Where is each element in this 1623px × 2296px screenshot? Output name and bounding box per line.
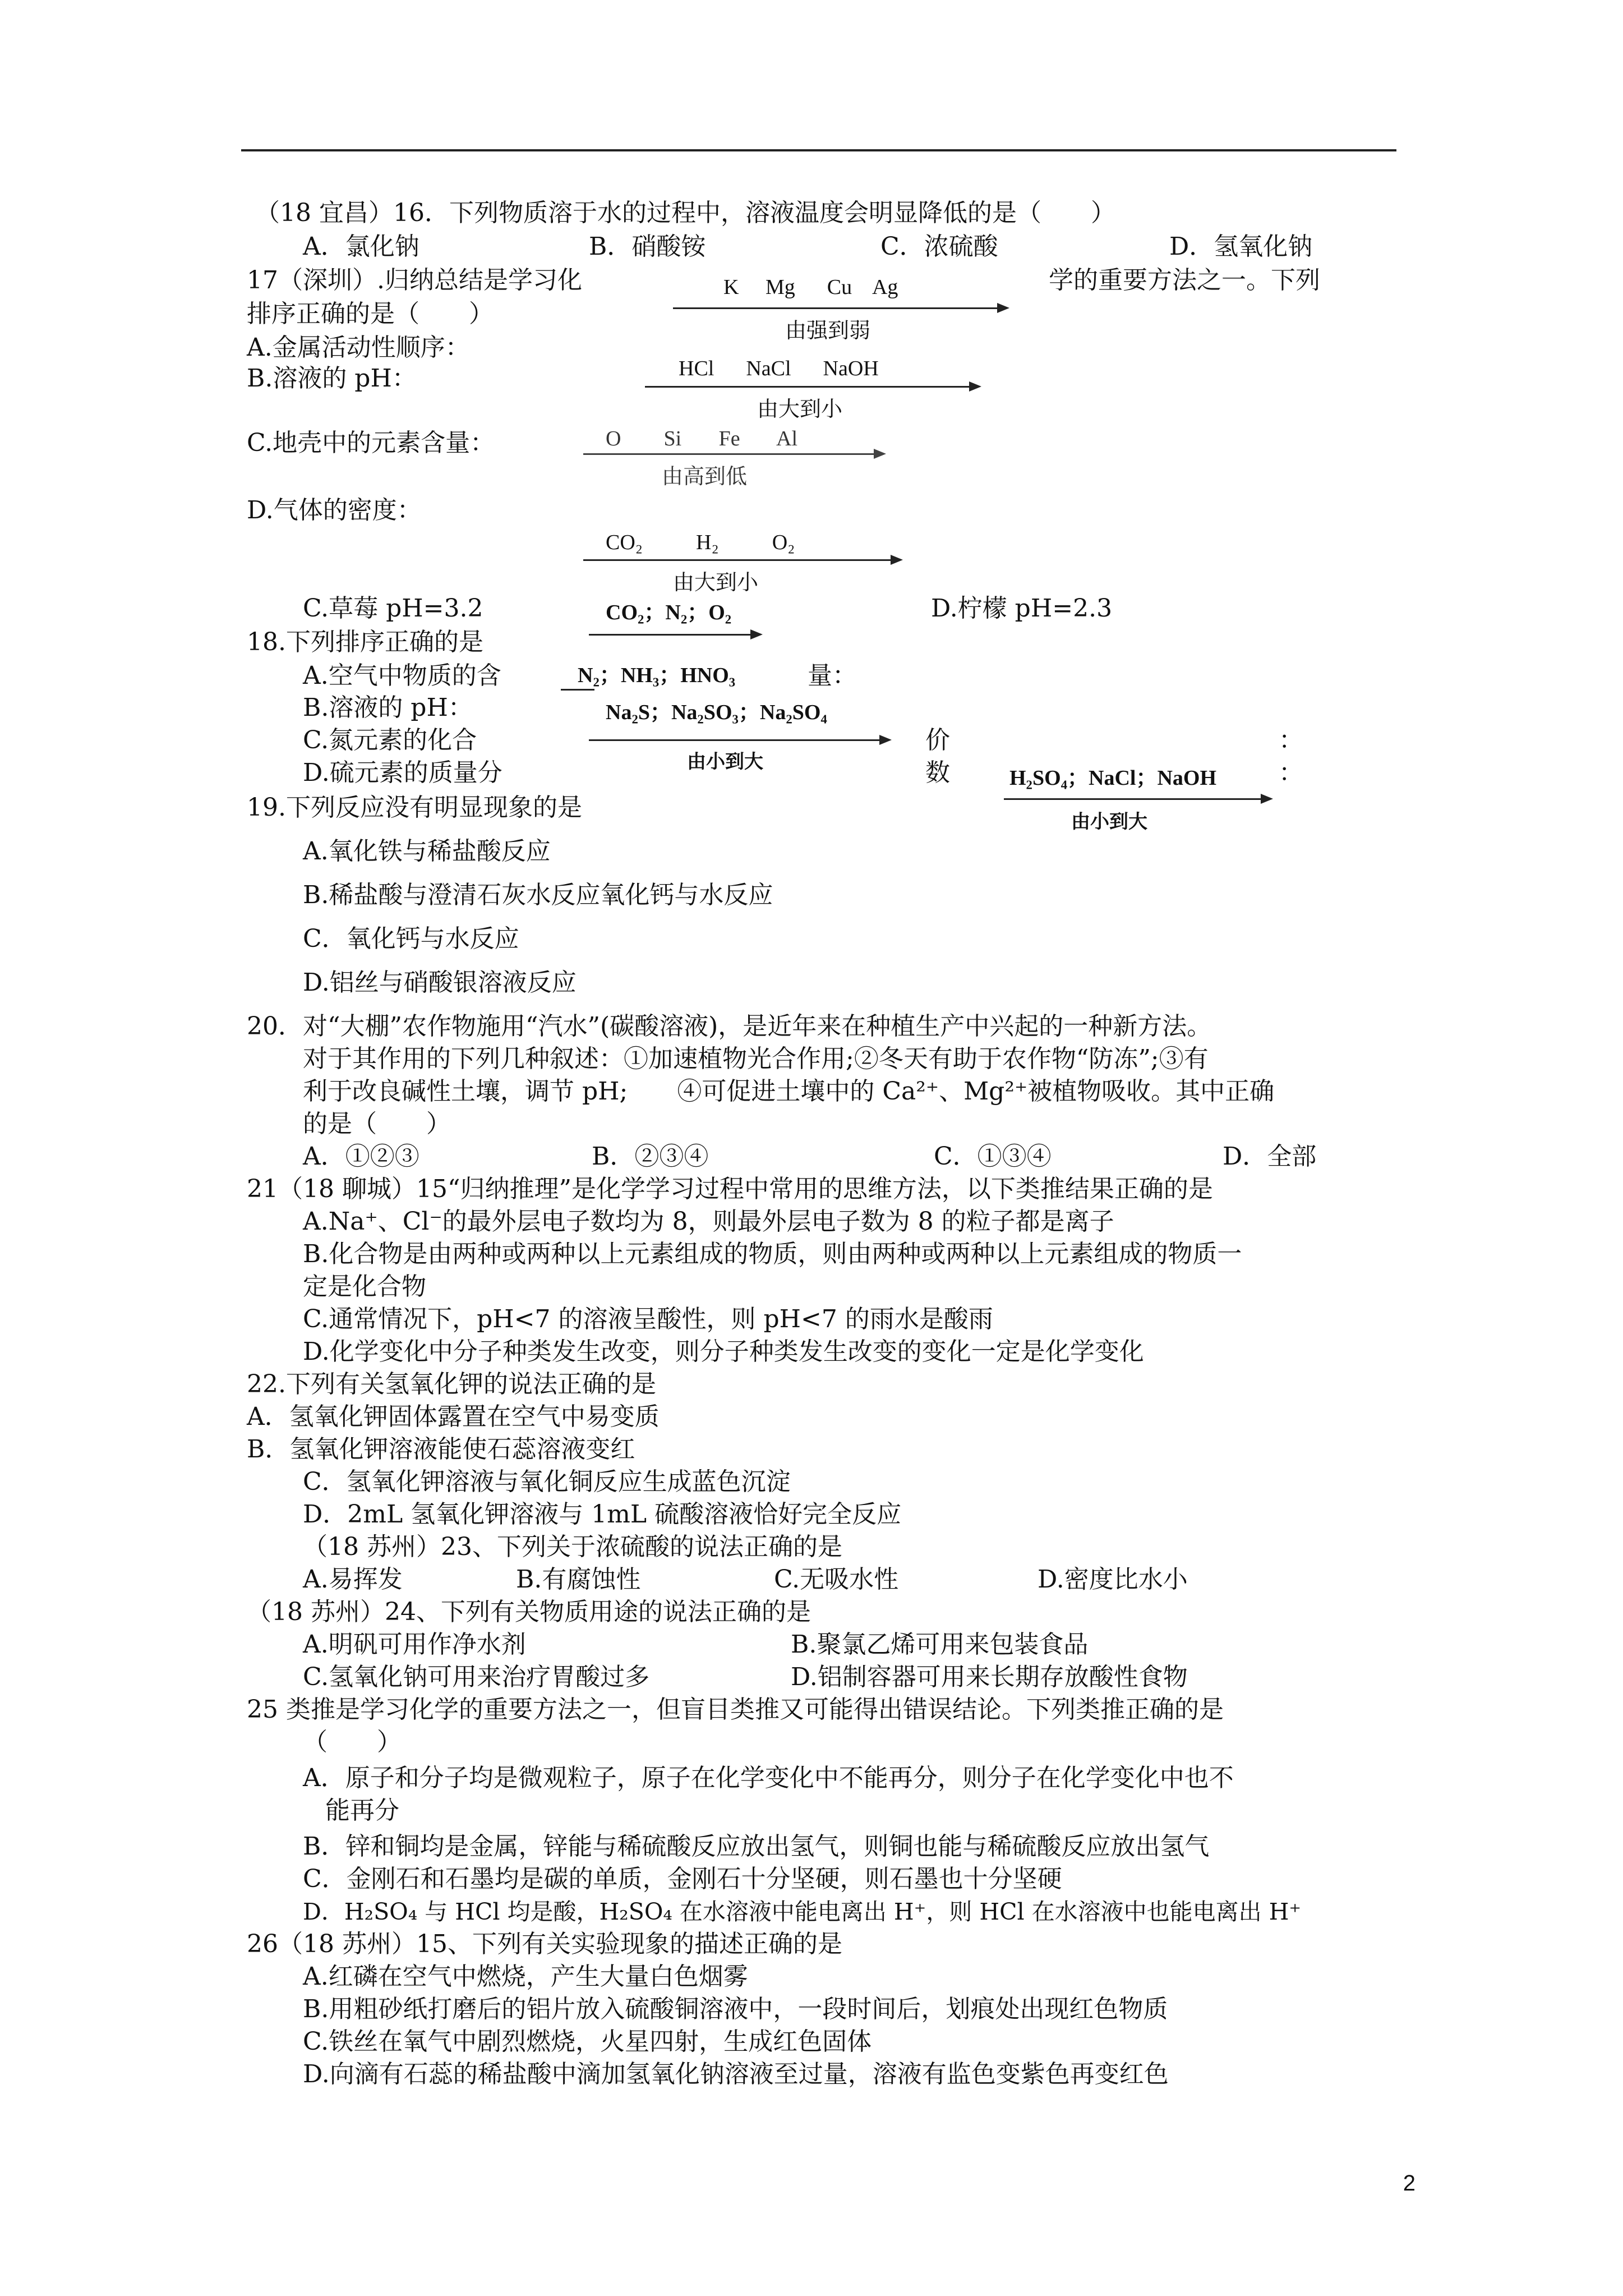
q22-option-a: A．氢氧化钾固体露置在空气中易变质 (247, 1402, 660, 1431)
arrow-shaft (645, 386, 970, 388)
q17-arrow-d-sequence: CO₂ H₂ O₂ (606, 531, 795, 554)
q16-option-c: C．浓硫酸 (880, 232, 998, 261)
q19-option-a: A.氧化铁与稀盐酸反应 (303, 837, 551, 866)
q26-option-c: C.铁丝在氧气中剧烈燃烧，火星四射，生成红色固体 (303, 2027, 872, 2056)
q17-arrow-d-caption: 由大到小 (673, 570, 759, 595)
arrow-shaft (583, 453, 875, 455)
q18-arrow-ph-sequence: H₂SO₄；NaCl；NaOH (1009, 766, 1217, 790)
q22-option-c: C．氢氧化钾溶液与氧化铜反应生成蓝色沉淀 (303, 1467, 791, 1496)
q26-stem: 26（18 苏州）15、下列有关实验现象的描述正确的是 (247, 1930, 842, 1958)
q16-option-b: B．硝酸铵 (589, 232, 706, 261)
q19-option-b: B.稀盐酸与澄清石灰水反应氧化钙与水反应 (303, 881, 773, 909)
q18-arrow-sulfur-sequence: Na₂S；Na₂SO₃；Na₂SO₄ (606, 701, 827, 724)
q24-option-c: C.氢氧化钠可用来治疗胃酸过多 (303, 1663, 650, 1691)
arrow-head-icon (874, 449, 886, 459)
q20-option-d: D．全部 (1223, 1142, 1317, 1171)
q18-option-d-mid: 数 (925, 758, 950, 787)
arrow-head-icon (969, 381, 981, 392)
q23-option-c: C.无吸水性 (774, 1565, 899, 1594)
q22-option-b: B．氢氧化钾溶液能使石蕊溶液变红 (247, 1435, 635, 1464)
q24-stem: （18 苏州）24、下列有关物质用途的说法正确的是 (247, 1598, 811, 1626)
q25-paren: （ ） (303, 1728, 402, 1756)
q19-option-d: D.铝丝与硝酸银溶液反应 (303, 968, 577, 997)
q18-option-a-right: 量： (808, 661, 857, 690)
header-rule (241, 149, 1396, 151)
arrow-head-icon (879, 735, 892, 745)
q18-arrow-ph-caption: 由小到大 (1071, 811, 1147, 833)
q26-option-d: D.向滴有石蕊的稀盐酸中滴加氢氧化钠溶液至过量，溶液有监色变紫色再变红色 (303, 2060, 1169, 2088)
q18-option-a-left: A.空气中物质的含 (303, 661, 501, 690)
q23-option-a: A.易挥发 (303, 1565, 403, 1594)
q25-option-b: B．锌和铜均是金属，锌能与稀硫酸反应放出氢气，则铜也能与稀硫酸反应放出氢气 (303, 1832, 1210, 1861)
q21-option-d: D.化学变化中分子种类发生改变，则分子种类发生改变的变化一定是化学变化 (303, 1337, 1144, 1366)
q17-option-a: A.金属活动性顺序： (247, 333, 470, 362)
q16-stem: （18 宜昌）16．下列物质溶于水的过程中，溶液温度会明显降低的是（ ） (255, 199, 1115, 227)
q19-stem: 19.下列反应没有明显现象的是 (247, 793, 582, 822)
q21-option-b-line2: 定是化合物 (303, 1272, 426, 1301)
q18-option-d-left: D.硫元素的质量分 (303, 758, 502, 787)
q18-arrow-air-sequence: CO₂；N₂；O₂ (606, 601, 732, 624)
q17-extra-d: D.柠檬 pH=2.3 (931, 594, 1113, 623)
q22-stem: 22.下列有关氢氧化钾的说法正确的是 (247, 1370, 656, 1398)
q26-option-a: A.红磷在空气中燃烧，产生大量白色烟雾 (303, 1962, 748, 1991)
q24-option-d: D.铝制容器可用来长期存放酸性食物 (791, 1663, 1188, 1691)
q16-option-a: A．氯化钠 (303, 232, 419, 261)
q17-arrow-b-sequence: HCl NaCl NaOH (679, 357, 879, 380)
q23-stem: （18 苏州）23、下列关于浓硫酸的说法正确的是 (303, 1533, 842, 1561)
q17-extra-c: C.草莓 pH=3.2 (303, 594, 483, 623)
q22-option-d: D．2mL 氢氧化钾溶液与 1mL 硫酸溶液恰好完全反应 (303, 1500, 902, 1529)
q18-option-c-mid: 价 (925, 726, 950, 754)
q17-arrow-b-caption: 由大到小 (757, 397, 843, 421)
arrow-shaft (673, 307, 998, 309)
arrow-head-icon (997, 303, 1009, 313)
q18-option-c-left: C.氮元素的化合 (303, 726, 477, 754)
q18-option-b: B.溶液的 pH： (303, 693, 473, 722)
q24-option-a: A.明矾可用作净水剂 (303, 1630, 526, 1659)
q17-option-c: C.地壳中的元素含量： (247, 429, 495, 457)
arrow-shaft (589, 739, 880, 741)
q25-option-a-line2: 能再分 (325, 1796, 399, 1825)
arrow-shaft (589, 634, 751, 636)
q23-option-d: D.密度比水小 (1038, 1565, 1188, 1594)
q25-stem: 25 类推是学习化学的重要方法之一，但盲目类推又可能得出错误结论。下列类推正确的是 (247, 1695, 1224, 1724)
q19-option-c: C．氧化钙与水反应 (303, 924, 519, 953)
q18-arrow-sulfur-caption: 由小到大 (687, 751, 763, 773)
q20-line4: 的是（ ） (303, 1110, 451, 1138)
arrow-shaft (583, 559, 892, 561)
arrow-head-icon (750, 629, 763, 639)
q18-arrow-nitrogen-sequence: N₂；NH₃；HNO₃ (578, 664, 736, 687)
q17-stem2: 排序正确的是（ ） (247, 300, 494, 328)
q17-arrow-a-caption: 由强到弱 (785, 318, 871, 343)
arrow-shaft (561, 689, 594, 691)
q20-option-c: C．①③④ (934, 1142, 1052, 1171)
q16-option-d: D．氢氧化钠 (1169, 232, 1313, 261)
q21-stem: 21（18 聊城）15“归纳推理”是化学学习过程中常用的思维方法，以下类推结果正确的是 (247, 1175, 1213, 1203)
q17-option-d: D.气体的密度： (247, 496, 422, 524)
arrow-head-icon (891, 555, 903, 565)
q20-line2: 对于其作用的下列几种叙述：①加速植物光合作用;②冬天有助于农作物“防冻”;③有 (303, 1045, 1209, 1073)
q18-option-d-colon: ： (1279, 758, 1303, 787)
q25-option-a-line1: A．原子和分子均是微观粒子，原子在化学变化中不能再分，则分子在化学变化中也不 (303, 1764, 1234, 1792)
q20-line1: 20．对“大棚”农作物施用“汽水”(碳酸溶液)，是近年来在种植生产中兴起的一种新方法。 (247, 1012, 1212, 1041)
q20-option-a: A．①②③ (303, 1142, 419, 1171)
q25-option-d: D．H₂SO₄ 与 HCl 均是酸，H₂SO₄ 在水溶液中能电离出 H⁺，则 HCl 在水溶液中也能电离出 H⁺ (303, 1898, 1302, 1925)
q17-option-b: B.溶液的 pH： (247, 364, 417, 393)
q21-option-c: C.通常情况下，pH<7 的溶液呈酸性，则 pH<7 的雨水是酸雨 (303, 1305, 993, 1333)
q20-option-b: B．②③④ (592, 1142, 709, 1171)
q17-arrow-a-sequence: K Mg Cu Ag (723, 275, 898, 299)
q21-option-b-line1: B.化合物是由两种或两种以上元素组成的物质，则由两种或两种以上元素组成的物质一 (303, 1240, 1242, 1268)
arrow-head-icon (1261, 794, 1273, 804)
q18-option-c-colon: ： (1279, 726, 1303, 754)
q26-option-b: B.用粗砂纸打磨后的铝片放入硫酸铜溶液中，一段时间后，划痕处出现红色物质 (303, 1995, 1168, 2023)
q23-option-b: B.有腐蚀性 (516, 1565, 641, 1594)
q20-line3: 利于改良碱性土壤，调节 pH; ④可促进土壤中的 Ca²⁺、Mg²⁺被植物吸收。其中正确 (303, 1077, 1275, 1106)
q17-stem-left: 17（深圳）.归纳总结是学习化 (247, 266, 582, 295)
q17-arrow-c-caption: 由高到低 (662, 464, 748, 489)
q17-stem-right: 学的重要方法之一。下列 (1049, 266, 1320, 295)
q24-option-b: B.聚氯乙烯可用来包装食品 (791, 1630, 1089, 1659)
q17-arrow-c-sequence: O Si Fe Al (606, 427, 798, 450)
q25-option-c: C．金刚石和石墨均是碳的单质，金刚石十分坚硬，则石墨也十分坚硬 (303, 1865, 1062, 1893)
arrow-shaft (1004, 798, 1262, 800)
q21-option-a: A.Na⁺、Cl⁻的最外层电子数均为 8，则最外层电子数为 8 的粒子都是离子 (303, 1207, 1114, 1236)
page-number: 2 (1403, 2171, 1415, 2196)
q18-stem: 18.下列排序正确的是 (247, 628, 483, 656)
